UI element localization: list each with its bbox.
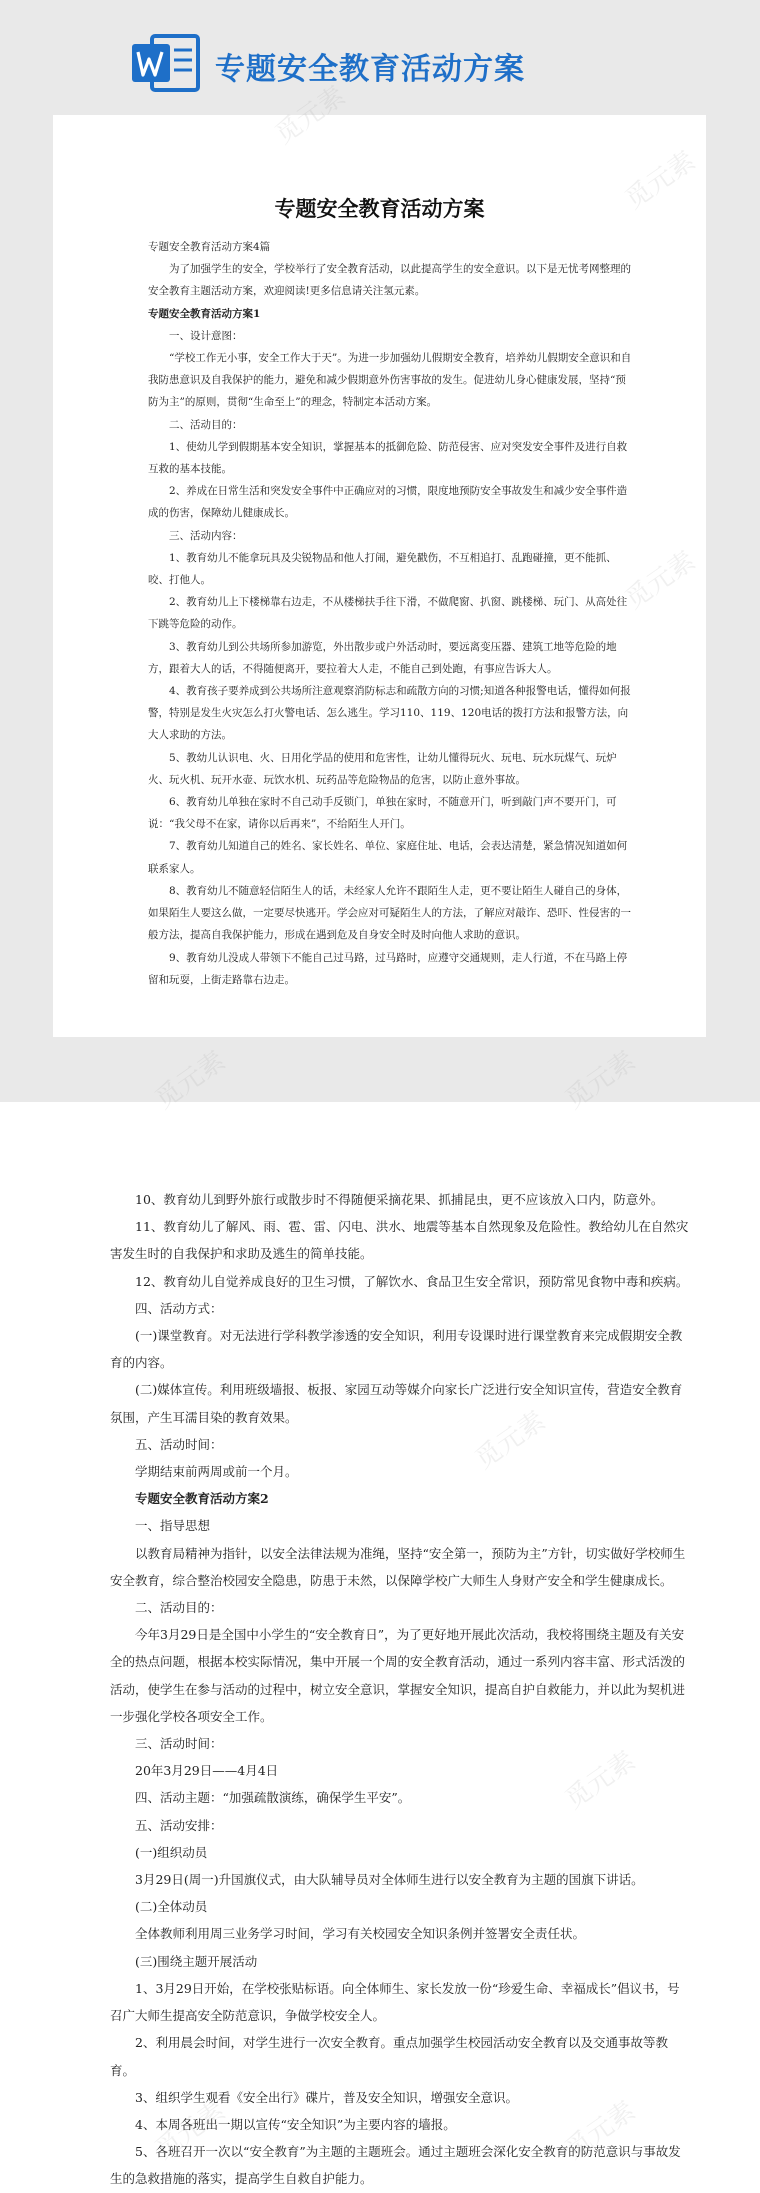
- paragraph: (一)组织动员: [135, 1844, 208, 1860]
- paragraph: 全体教师利用周三业务学习时间，学习有关校园安全知识条例并签署安全责任状。: [135, 1926, 586, 1942]
- page-title: 专题安全教育活动方案: [274, 197, 485, 221]
- page-2-body: [110, 1186, 690, 2193]
- paragraph: 20年3月29日——4月4日: [135, 1763, 279, 1779]
- paragraph: 9、教育幼儿没成人带领下不能自己过马路，过马路时，应遵守交通规则，走人行道，不在马路上停留和玩耍，上街走路靠右边走。: [148, 951, 628, 986]
- paragraph: 二、活动目的：: [169, 418, 243, 431]
- header-banner: [0, 0, 760, 110]
- paragraph: 8、教育幼儿不随意轻信陌生人的话，未经家人允许不跟陌生人走，更不要让陌生人碰自己的身体，如果陌生人要这么做，一定要尽快逃开。学会应对可疑陌生人的方法，了解应对敲诈、恐吓、性侵害的一般方法，提高自我保护能力，形成在遇到危及自身安全时及时向他人求助的意识。: [148, 884, 631, 942]
- paragraph: 5、教幼儿认识电、火、日用化学品的使用和危害性，让幼儿懂得玩火、玩电、玩水玩煤气、玩炉火、玩火机、玩开水壶、玩饮水机、玩药品等危险物品的危害，以防止意外事故。: [148, 751, 617, 786]
- banner-title: 专题安全教育活动方案: [215, 52, 525, 87]
- paragraph: 4、教育孩子要养成到公共场所注意观察消防标志和疏散方向的习惯;知道各种报警电话，懂得如何报警，特别是发生火灾怎么打火警电话、怎么逃生。学习110、119、120电话的拨打方法和报警方法，向大人求助的方法。: [148, 685, 631, 742]
- paragraph: (三)围绕主题开展活动: [135, 1953, 258, 1969]
- paragraph: 五、活动安排：: [135, 1817, 223, 1833]
- paragraph: 二、活动目的：: [135, 1600, 223, 1616]
- paragraph: 3、组织学生观看《安全出行》碟片，普及安全知识，增强安全意识。: [135, 2089, 518, 2105]
- paragraph: 以教育局精神为指针，以安全法律法规为准绳，坚持“安全第一，预防为主”方针，切实做好学校师生安全教育，综合整治校园安全隐患，防患于未然，以保障学校广大师生人身财产安全和学生健康成长。: [110, 1545, 686, 1588]
- paragraph: 1、3月29日开始，在学校张贴标语。向全体师生、家长发放一份“珍爱生命、幸福成长”倡议书，号召广大师生提高安全防范意识，争做学校安全人。: [110, 1980, 680, 2024]
- paragraph: 为了加强学生的安全，学校举行了安全教育活动，以此提高学生的安全意识。以下是无忧考网整理的安全教育主题活动方案，欢迎阅读!更多信息请关注氢元素。: [148, 263, 631, 298]
- page-1-body: [148, 236, 633, 991]
- paragraph: 今年3月29日是全国中小学生的“安全教育日”，为了更好地开展此次活动，我校将围绕主题及有关安全的热点问题，根据本校实际情况，集中开展一个周的安全教育活动，通过一系列内容丰富、形式活泼的活动，使学生在参与活动的过程中，树立安全意识，掌握安全知识，提高自护自救能力，并以此为契机进一步强化学校各项安全工作。: [110, 1627, 686, 1724]
- paragraph: 12、教育幼儿自觉养成良好的卫生习惯，了解饮水、食品卫生安全常识，预防常见食物中毒和疾病。: [135, 1273, 689, 1289]
- paragraph: 三、活动时间：: [135, 1736, 223, 1752]
- paragraph: 一、指导思想: [135, 1518, 211, 1534]
- paragraph: (二)媒体宣传。利用班级墙报、板报、家园互动等媒介向家长广泛进行安全知识宣传，营造安全教育氛围，产生耳濡目染的教育效果。: [110, 1382, 683, 1425]
- paragraph: 11、教育幼儿了解风、雨、雹、雷、闪电、洪水、地震等基本自然现象及危险性。教给幼儿在自然灾害发生时的自我保护和求助及逃生的简单技能。: [110, 1219, 689, 1262]
- paragraph: 五、活动时间：: [135, 1436, 223, 1452]
- paragraph: 2、教育幼儿上下楼梯靠右边走，不从楼梯扶手往下滑，不做爬窗、扒窗、跳楼梯、玩门、从高处往下跳等危险的动作。: [148, 596, 628, 631]
- paragraph: 专题安全教育活动方案4篇: [148, 241, 271, 253]
- paragraph: 四、活动方式：: [135, 1300, 223, 1316]
- word-document-icon: [130, 32, 202, 94]
- paragraph: “学校工作无小事，安全工作大于天”。为进一步加强幼儿假期安全教育，培养幼儿假期安全意识和自我防患意识及自我保护的能力，避免和减少假期意外伤害事故的发生。促进幼儿身心健康发展，坚持“预防为主”的原则，贯彻“生命至上”的理念，特制定本活动方案。: [148, 352, 632, 409]
- paragraph: (一)课堂教育。对无法进行学科教学渗透的安全知识，利用专设课时进行课堂教育来完成假期安全教育的内容。: [110, 1328, 683, 1371]
- paragraph: 7、教育幼儿知道自己的姓名、家长姓名、单位、家庭住址、电话，会表达清楚，紧急情况知道如何联系家人。: [148, 840, 628, 875]
- paragraph: 3、教育幼儿到公共场所参加游览，外出散步或户外活动时，要远离变压器、建筑工地等危险的地方，跟着大人的话，不得随便离开，要拉着大人走，不能自己到处跑，有事应告诉大人。: [148, 640, 617, 675]
- paragraph: 6、教育幼儿单独在家时不自己动手反锁门，单独在家时，不随意开门，听到敲门声不要开门，可说：“我父母不在家，请你以后再来”，不给陌生人开门。: [148, 796, 617, 831]
- paragraph: 1、使幼儿学到假期基本安全知识，掌握基本的抵御危险、防范侵害、应对突发安全事件及进行自救互救的基本技能。: [148, 440, 628, 476]
- paragraph: 2、养成在日常生活和突发安全事件中正确应对的习惯，限度地预防安全事故发生和减少安全事件造成的伤害，保障幼儿健康成长。: [148, 485, 628, 520]
- paragraph: (二)全体动员: [135, 1899, 208, 1915]
- paragraph: 1、教育幼儿不能拿玩具及尖锐物品和他人打闹，避免戳伤，不互相追打、乱跑碰撞，更不能抓、咬、打他人。: [148, 551, 617, 587]
- paragraph: 专题安全教育活动方案1: [148, 307, 261, 320]
- paragraph: 一、设计意图：: [169, 329, 243, 342]
- paragraph: 四、活动主题：“加强疏散演练，确保学生平安”。: [135, 1790, 411, 1806]
- paragraph: 三、活动内容：: [169, 529, 243, 542]
- paragraph: 学期结束前两周或前一个月。: [135, 1464, 298, 1480]
- paragraph: 2、利用晨会时间，对学生进行一次安全教育。重点加强学生校园活动安全教育以及交通事故等教育。: [110, 2035, 668, 2078]
- paragraph: 专题安全教育活动方案2: [135, 1491, 269, 1507]
- paragraph: 4、本周各班出一期以宣传“安全知识”为主要内容的墙报。: [135, 2116, 456, 2132]
- paragraph: 3月29日(周一)升国旗仪式，由大队辅导员对全体师生进行以安全教育为主题的国旗下讲话。: [135, 1872, 644, 1888]
- document-page-1: [53, 115, 706, 1037]
- paragraph: 5、各班召开一次以“安全教育”为主题的主题班会。通过主题班会深化安全教育的防范意识与事故发生的急救措施的落实，提高学生自救自护能力。: [110, 2144, 681, 2187]
- paragraph: 10、教育幼儿到野外旅行或散步时不得随便采摘花果、抓捕昆虫，更不应该放入口内，防意外。: [135, 1192, 664, 1207]
